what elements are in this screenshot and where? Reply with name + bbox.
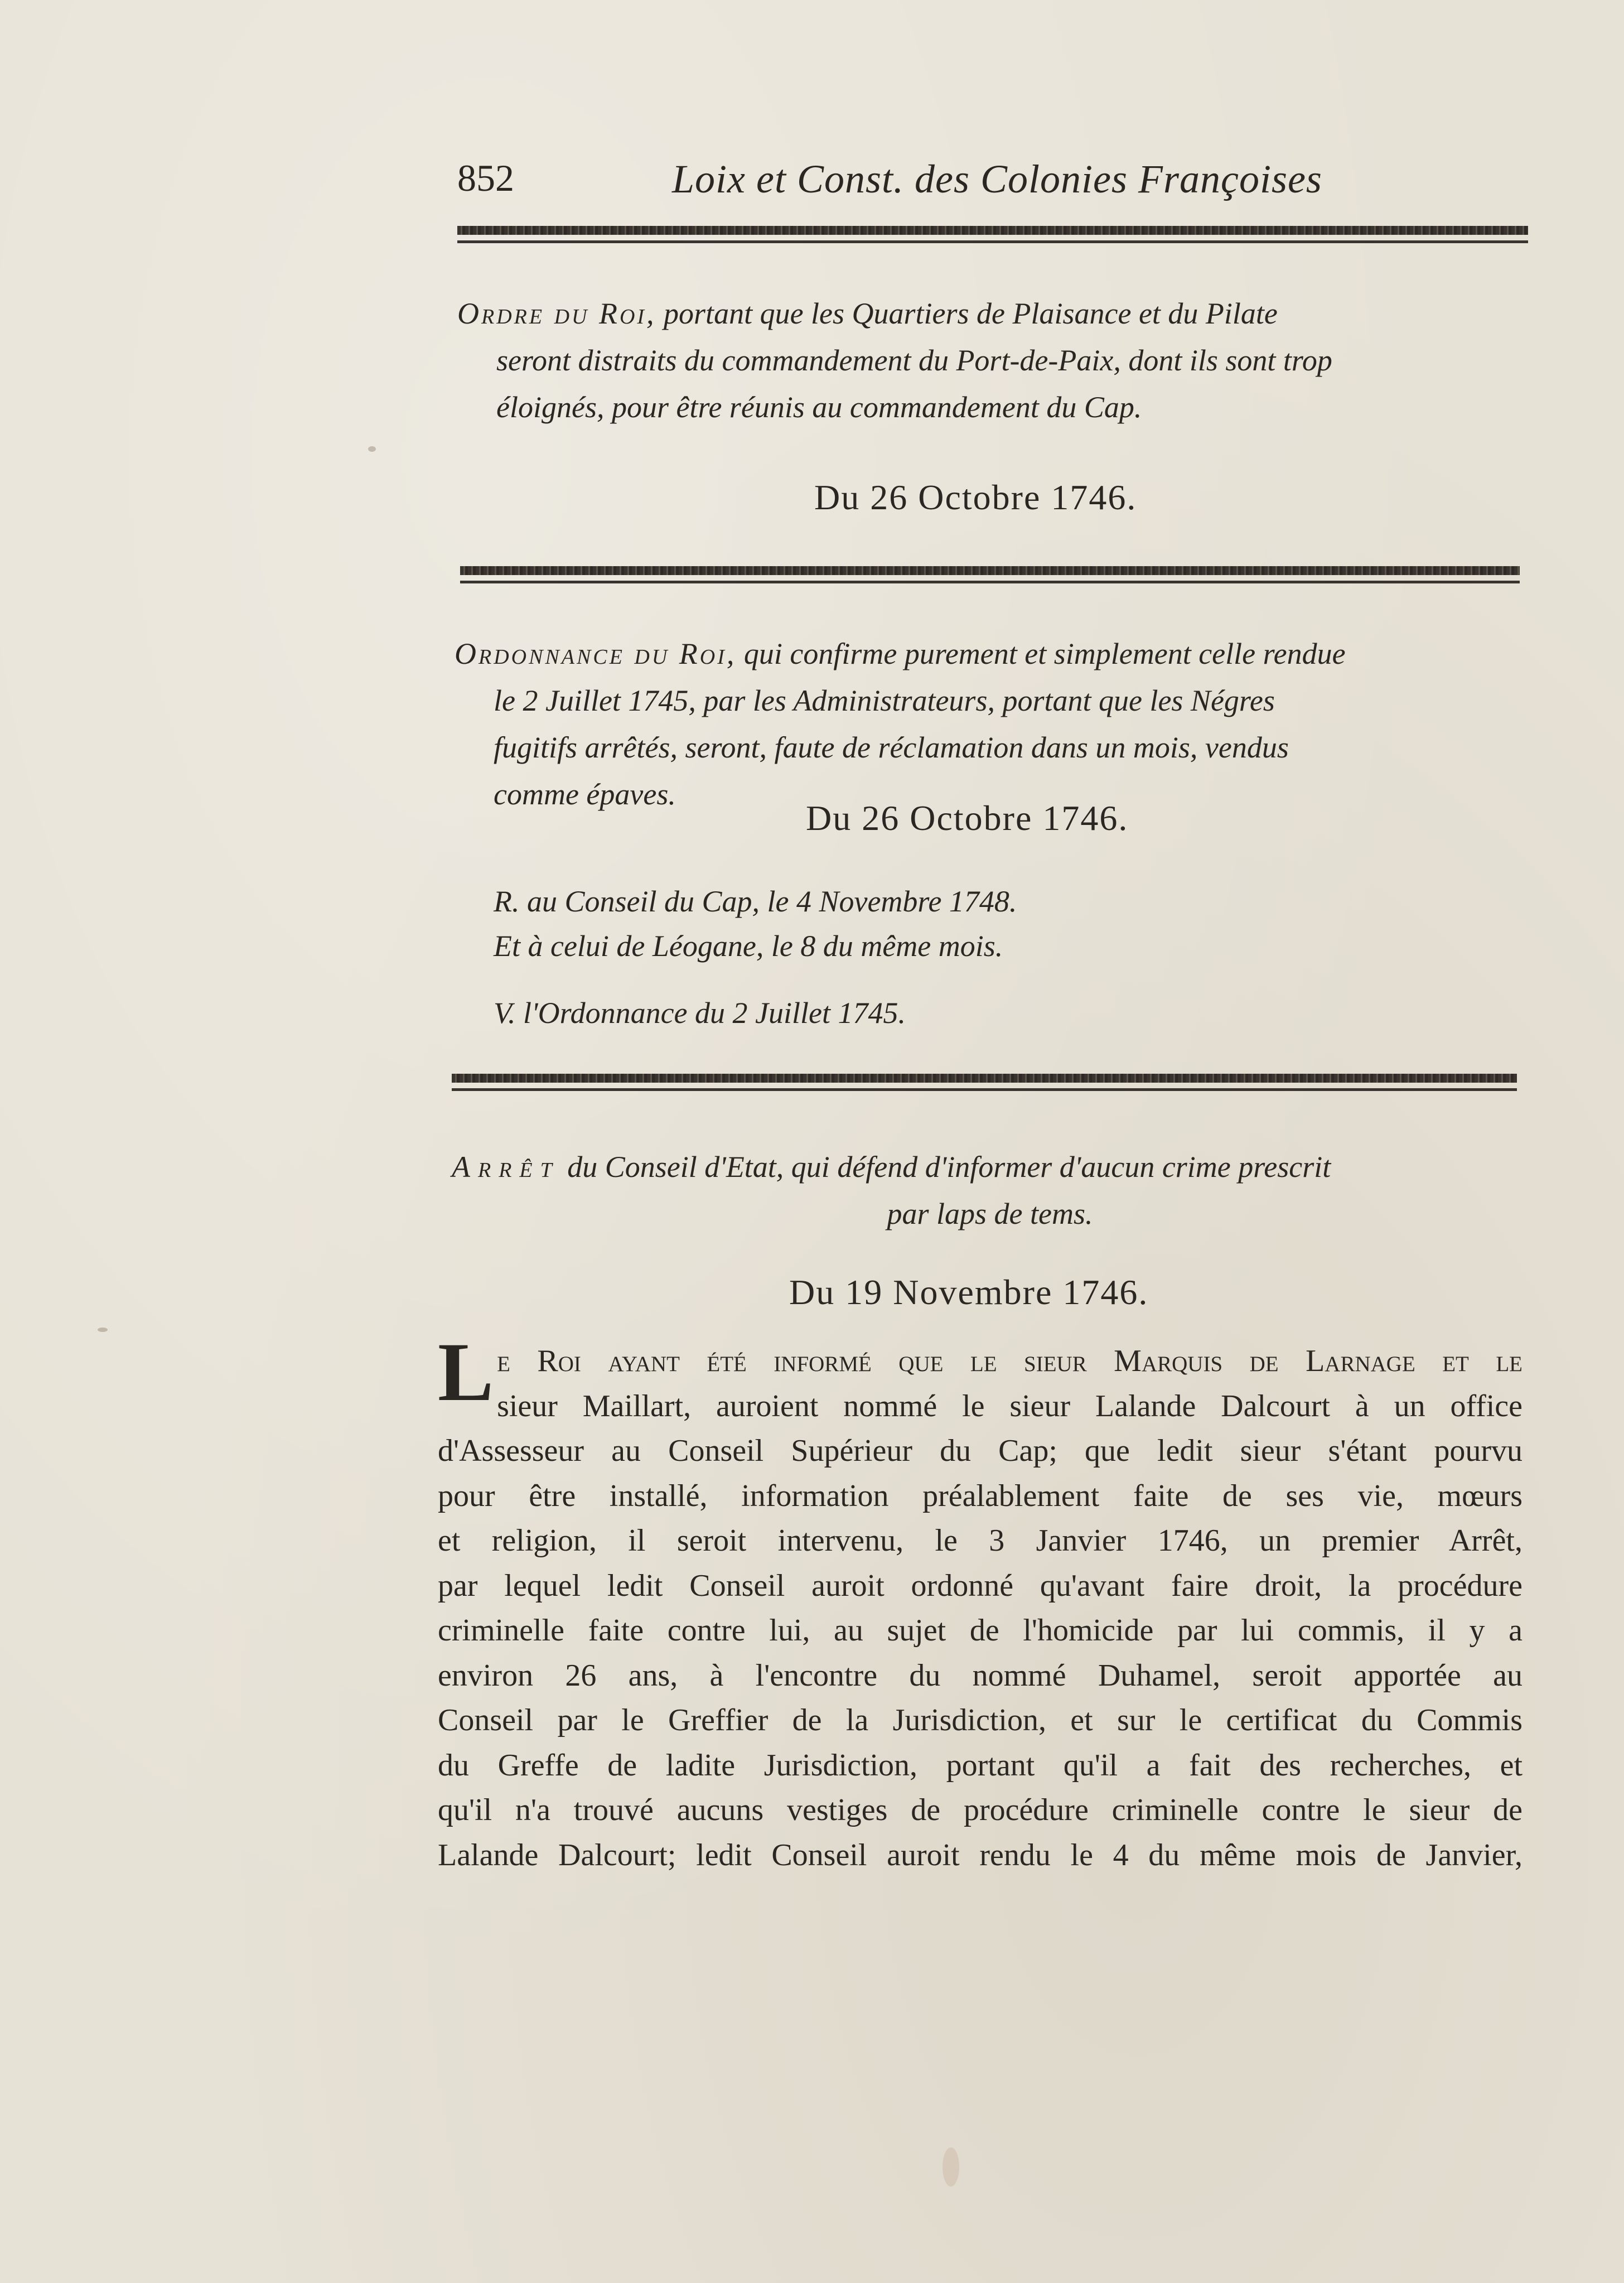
header-rule [457,226,1528,245]
entry-title-line [452,1143,1528,1190]
body-line: pour être installé, information préalablement faite de ses vie, mœurs [438,1478,1522,1513]
body-line: par lequel ledit Conseil auroit ordonné qu'avant faire droit, la procédure [438,1568,1522,1603]
entry-title-text: qui confirme purement et simplement celle rendue [743,637,1346,670]
registration-note: R. au Conseil du Cap, le 4 Novembre 1748. [494,885,1017,918]
registration-note: Et à celui de Léogane, le 8 du même mois. [494,929,1003,963]
body-line: e Roi ayant été informé que le sieur Marquis de Larnage et le [497,1344,1522,1378]
rule-thick [457,226,1528,235]
entry-date: Du 19 Novembre 1746. [789,1272,1149,1312]
rule-thin [457,240,1528,243]
entry-title-lead: Arrêt [452,1150,560,1184]
entry-title-line: le 2 Juillet 1745, par les Administrateurs, portant que les Négres [494,684,1275,717]
rule-thin [452,1088,1517,1091]
body-line: criminelle faite contre lui, au sujet de l'homicide par lui commis, il y a [438,1613,1522,1648]
body-line: sieur Maillart, auroient nommé le sieur Lalande Dalcourt à un office [497,1388,1522,1423]
entry-title-line: éloignés, pour être réunis au commandement du Cap. [496,390,1142,424]
section-rule [460,566,1520,585]
entry-title-line: par laps de tems. [887,1197,1093,1230]
entry-title-text: portant que les Quartiers de Plaisance et du Pilate [664,297,1278,330]
entry-title-lead: Ordre du Roi, [457,297,656,330]
entry-date: Du 26 Octobre 1746. [814,477,1137,517]
body-line: Conseil par le Greffier de la Jurisdiction, et sur le certificat du Commis [438,1703,1522,1737]
decree-body [438,1326,1522,1877]
page-number: 852 [457,157,514,199]
entry-title-line [455,630,1525,677]
body-line: Lalande Dalcourt; ledit Conseil auroit rendu le 4 du même mois de Janvier, [438,1837,1522,1872]
entry-title [455,630,1525,818]
paper-speck [98,1328,108,1332]
body-line: qu'il n'a trouvé aucuns vestiges de procédure criminelle contre le sieur de [438,1793,1522,1827]
paper-speck [942,2147,959,2187]
entry-title-text: du Conseil d'Etat, qui défend d'informer d'aucun crime prescrit [567,1150,1331,1184]
entry-title-line: fugitifs arrêtés, seront, faute de réclamation dans un mois, vendus [494,731,1289,764]
body-line: environ 26 ans, à l'encontre du nommé Duhamel, seroit apportée au [438,1658,1522,1693]
entry-title-lead: Ordonnance du Roi, [455,637,737,670]
entry-title-line: comme épaves. [494,778,676,811]
body-line: du Greffe de ladite Jurisdiction, portant qu'il a fait des recherches, et [438,1748,1522,1783]
entry-date: Du 26 Octobre 1746. [806,798,1129,838]
entry-title-line: seront distraits du commandement du Port-de-Paix, dont ils sont trop [496,344,1332,377]
reference-note: V. l'Ordonnance du 2 Juillet 1745. [494,996,906,1030]
rule-thick [460,566,1520,575]
section-rule [452,1074,1517,1093]
drop-cap: L [438,1326,494,1418]
rule-thick [452,1074,1517,1083]
entry-title-line [457,290,1528,337]
entry-title [452,1143,1528,1237]
rule-thin [460,581,1520,583]
body-line: d'Assesseur au Conseil Supérieur du Cap; que ledit sieur s'étant pourvu [438,1433,1522,1468]
paper-speck [368,446,376,452]
body-line: et religion, il seroit intervenu, le 3 Janvier 1746, un premier Arrêt, [438,1523,1522,1558]
running-title: Loix et Const. des Colonies Françoises [672,157,1322,201]
page-header [457,151,1528,206]
entry-title [457,290,1528,431]
